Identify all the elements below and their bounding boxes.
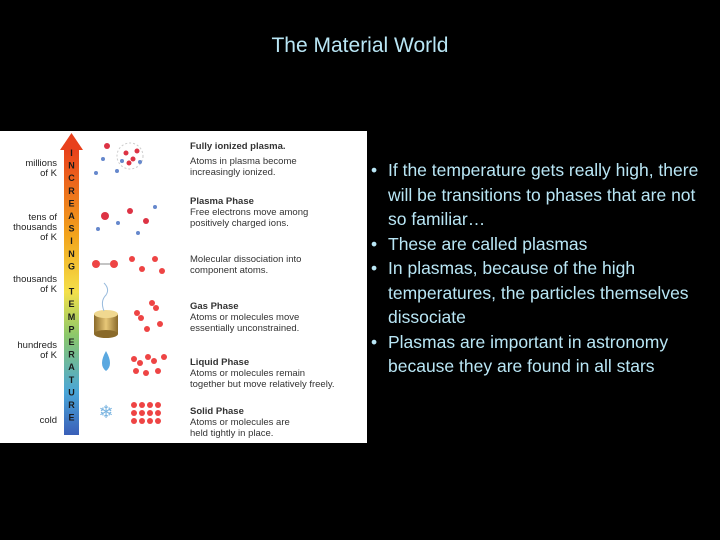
svg-text:❄: ❄ [98, 402, 114, 423]
arrow-letter: T [68, 286, 75, 297]
arrow-letter: M [67, 311, 76, 322]
phase-solid: Solid Phase Atoms or molecules are held tightly in place. [190, 406, 290, 439]
phase-liquid: Liquid Phase Atoms or molecules remain together but move relatively freely. [190, 357, 335, 390]
bullet-text: In plasmas, because of the high temperatures, the particles themselves dissociate [388, 258, 689, 327]
arrow-letter: E [68, 299, 75, 310]
bullet-item [368, 232, 713, 257]
phase-diagram [0, 131, 367, 443]
liquid-phase-illustration [102, 351, 167, 376]
temp-label-tens-of-thousands: tens of thousands of K [13, 212, 57, 243]
molecular-dissociation-illustration [92, 256, 165, 274]
arrow-letter: A [68, 211, 75, 221]
arrow-letter: I [70, 236, 73, 247]
arrow-letter: I [70, 148, 73, 158]
arrow-letter: E [68, 412, 75, 423]
arrow-letter: N [68, 248, 75, 259]
bullet-item [368, 330, 713, 379]
temp-label-cold: cold [39, 415, 57, 426]
phase-diagram-figure [0, 131, 367, 443]
arrow-letter: N [68, 160, 75, 171]
arrow-letter: T [68, 374, 75, 385]
bullet-item [368, 256, 713, 330]
phase-fully-ionized-plasma: Fully ionized plasma. Atoms in plasma become increasingly ionized. [190, 141, 297, 178]
temp-label-hundreds: hundreds of K [17, 340, 57, 361]
arrow-letter: P [68, 324, 75, 335]
bullet-list [368, 158, 713, 379]
bullet-glyph: • [371, 160, 378, 180]
bullet-text: Plasmas are important in astronomy because they are found in all stars [388, 331, 669, 376]
arrow-letter: C [68, 173, 75, 184]
arrow-letter: R [68, 400, 75, 410]
bullet-glyph: • [371, 331, 378, 352]
temp-label-millions: millions of K [25, 158, 57, 179]
phase-plasma: Plasma Phase Free electrons move among positively charged ions. [190, 196, 309, 229]
fully-ionized-plasma-illustration [94, 143, 119, 175]
bullet-item [368, 158, 713, 232]
bullet-glyph: • [371, 258, 378, 278]
bullet-text: If the temperature gets really high, there will be transitions to phases that are not so familiar… [388, 160, 699, 229]
arrow-letter: E [68, 337, 75, 347]
arrow-letter: S [68, 223, 75, 234]
gas-phase-illustration [94, 283, 163, 338]
slide-title: The Material World [271, 34, 449, 57]
arrow-letter: R [68, 349, 75, 360]
temp-label-thousands: thousands of K [13, 274, 57, 295]
arrow-letter: A [68, 362, 75, 373]
plasma-phase-illustration [96, 205, 157, 235]
arrow-letter: R [68, 185, 75, 196]
phase-molecular-dissociation: Molecular dissociation into component atoms. [190, 254, 302, 276]
solid-phase-illustration [98, 402, 161, 424]
plasma-cloud-illustration [117, 143, 143, 169]
phase-gas: Gas Phase Atoms or molecules move essentially unconstrained. [190, 301, 300, 334]
arrow-letter: E [68, 198, 75, 209]
bullet-glyph: • [371, 233, 378, 254]
arrow-letter: U [68, 387, 75, 398]
arrow-letter: G [67, 261, 76, 272]
bullet-text: These are called plasmas [388, 233, 588, 254]
